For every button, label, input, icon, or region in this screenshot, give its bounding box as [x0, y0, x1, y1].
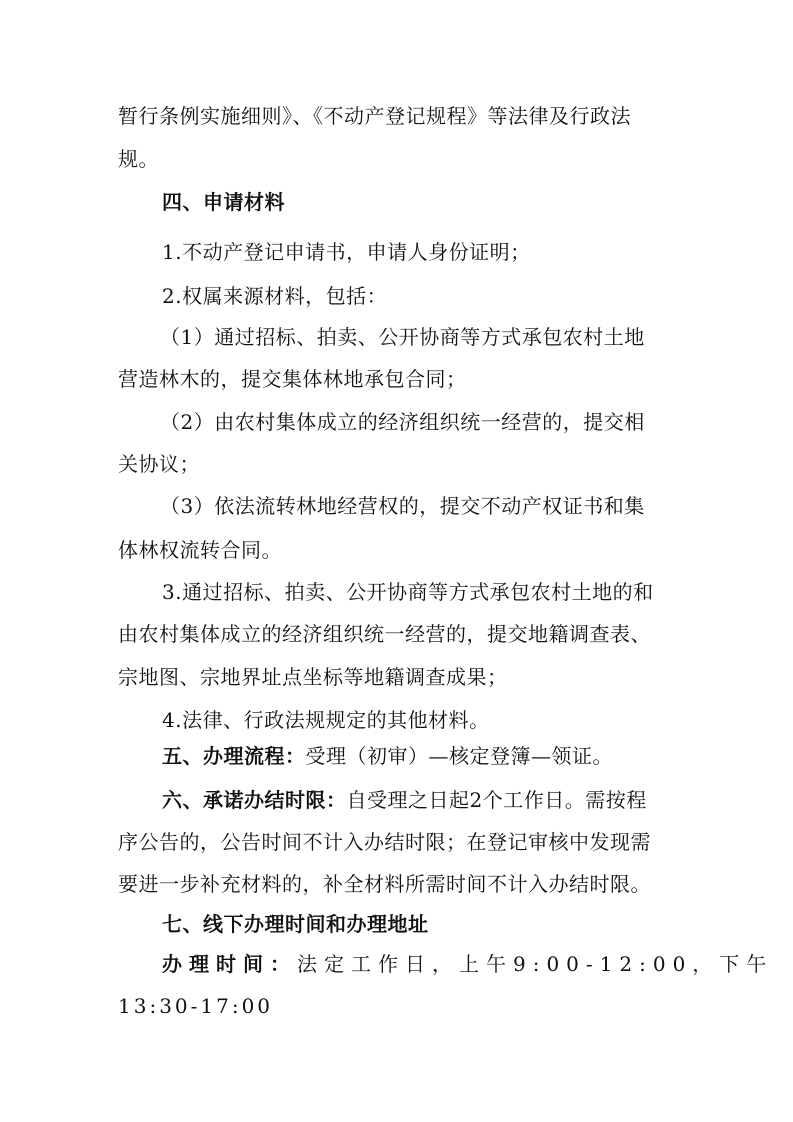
list-item-continuation: 由农村集体成立的经济组织统一经营的，提交地籍调查表、	[118, 622, 651, 646]
section-5-text: 受理（初审）—核定登簿—领证。	[305, 744, 613, 768]
office-hours-label: 办理时间：	[162, 952, 297, 976]
paragraph-line: 序公告的，公告时间不计入办结时限；在登记审核中发现需	[118, 830, 651, 854]
list-item-continuation: 宗地图、宗地界址点坐标等地籍调查成果；	[118, 665, 508, 689]
sub-list-item: （1）通过招标、拍卖、公开协商等方式承包农村土地	[160, 325, 645, 349]
sub-list-item: （2）由农村集体成立的经济组织统一经营的，提交相	[160, 410, 645, 434]
section-5	[162, 744, 613, 768]
paragraph-line: 要进一步补充材料的，补全材料所需时间不计入办结时限。	[118, 872, 651, 896]
office-hours-text: 法定工作日，上午9:00-12:00，下午	[297, 952, 774, 976]
office-hours	[162, 952, 773, 976]
sub-list-item-continuation: 体林权流转合同。	[118, 538, 282, 562]
section-6	[162, 788, 647, 812]
section-heading-7: 七、线下办理时间和办理地址	[162, 912, 429, 936]
list-item: 4.法律、行政法规规定的其他材料。	[162, 708, 490, 732]
list-item: 3.通过招标、拍卖、公开协商等方式承包农村土地的和	[162, 580, 654, 604]
sub-list-item-continuation: 营造林木的，提交集体林地承包合同；	[118, 367, 467, 391]
paragraph-line: 暂行条例实施细则》、《不动产登记规程》等法律及行政法	[118, 104, 631, 128]
section-heading-6: 六、承诺办结时限：	[162, 788, 347, 812]
section-6-text: 自受理之日起2个工作日。需按程	[346, 788, 647, 812]
sub-list-item: （3）依法流转林地经营权的，提交不动产权证书和集	[160, 494, 645, 518]
office-hours-continuation: 13:30-17:00	[118, 994, 274, 1018]
sub-list-item-continuation: 关协议；	[118, 452, 200, 476]
list-item: 1.不动产登记申请书，申请人身份证明；	[162, 240, 531, 264]
section-heading-5: 五、办理流程：	[162, 744, 306, 768]
list-item: 2.权属来源材料，包括：	[162, 284, 388, 308]
paragraph-line: 规。	[118, 147, 159, 171]
section-heading-4: 四、申请材料	[162, 190, 285, 214]
